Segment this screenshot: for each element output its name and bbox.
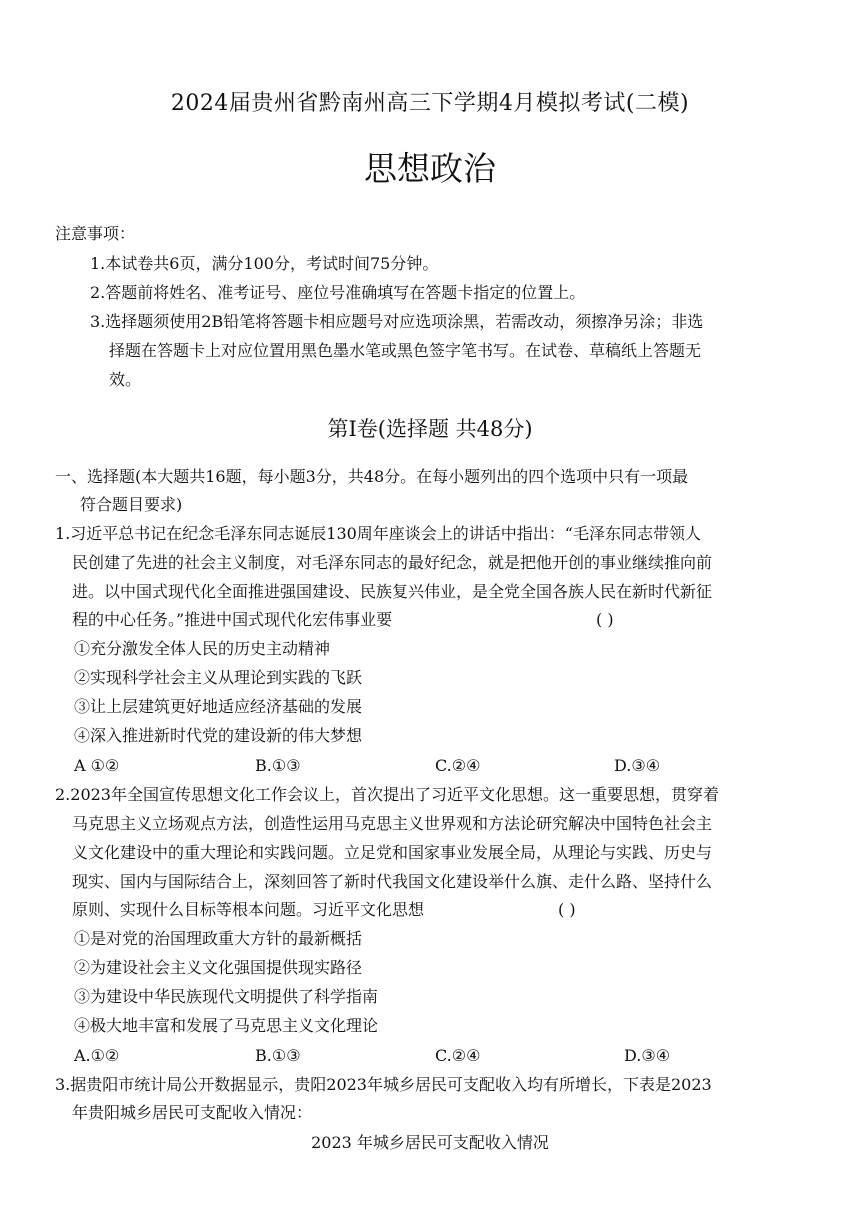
section-title: 第Ⅰ卷(选择题 共48分) [327,417,533,441]
exam-title: 2024届贵州省黔南州高三下学期4月模拟考试(二模) [170,91,690,116]
option-a: A.①② [74,1046,120,1065]
statement: ③为建设中华民族现代文明提供了科学指南 [74,987,379,1006]
question-1-stem: 1.习近平总书记在纪念毛泽东同志诞辰130周年座谈会上的讲话中指出：“毛泽东同志带领人 [55,524,701,543]
question-3-stem: 3.据贵阳市统计局公开数据显示，贵阳2023年城乡居民可支配收入均有所增长，下表是2023 [55,1075,712,1094]
notice-heading: 注意事项： [55,224,136,243]
notice-item: 择题在答题卡上对应位置用黑色墨水笔或黑色签字笔书写。在试卷、草稿纸上答题无 [109,341,702,360]
section-instructions: 符合题目要求) [80,495,183,514]
table-title: 2023 年城乡居民可支配收入情况 [311,1133,549,1152]
question-2-stem: 原则、实现什么目标等根本问题。习近平文化思想 [72,900,425,919]
notice-item: 效。 [109,370,142,389]
statement: ④深入推进新时代党的建设新的伟大梦想 [74,726,363,745]
question-1-stem: 程的中心任务。”推进中国式现代化宏伟事业要 [72,610,393,629]
question-3-stem: 年贵阳城乡居民可支配收入情况： [72,1103,313,1122]
statement: ①是对党的治国理政重大方针的最新概括 [74,929,363,948]
option-c: C.②④ [435,756,481,775]
statement: ④极大地丰富和发展了马克思主义文化理论 [74,1016,379,1035]
notice-item: 3.选择题须使用2B铅笔将答题卡相应题号对应选项涂黑，若需改动，须擦净另涂；非选 [90,312,704,331]
question-2-stem: 义文化建设中的重大理论和实践问题。立足党和国家事业发展全局，从理论与实践、历史与 [72,843,713,862]
notice-item: 2.答题前将姓名、准考证号、座位号准确填写在答题卡指定的位置上。 [90,283,586,302]
section-instructions: 一、选择题(本大题共16题，每小题3分，共48分。在每小题列出的四个选项中只有一项最 [55,467,689,486]
statement: ②实现科学社会主义从理论到实践的飞跃 [74,668,363,687]
option-d: D.③④ [614,756,661,775]
answer-blank: ( ) [596,610,614,629]
question-1-stem: 民创建了先进的社会主义制度，对毛泽东同志的最好纪念，就是把他开创的事业继续推向前 [72,553,713,572]
question-2-stem: 马克思主义立场观点方法，创造性运用马克思主义世界观和方法论研究解决中国特色社会主 [72,814,713,833]
question-2-stem: 2.2023年全国宣传思想文化工作会议上，首次提出了习近平文化思想。这一重要思想，贯穿着 [55,785,719,804]
option-b: B.①③ [255,1046,301,1065]
notice-item: 1.本试卷共6页，满分100分，考试时间75分钟。 [90,254,439,273]
question-1-stem: 进。以中国式现代化全面推进强国建设、民族复兴伟业，是全党全国各族人民在新时代新征 [72,582,713,601]
subject-title: 思想政治 [364,149,496,188]
option-d: D.③④ [624,1046,671,1065]
option-c: C.②④ [435,1046,481,1065]
answer-blank: ( ) [558,900,576,919]
statement: ①充分激发全体人民的历史主动精神 [74,639,331,658]
option-b: B.①③ [255,756,301,775]
option-a: A ①② [74,756,120,775]
question-2-stem: 现实、国内与国际结合上，深刻回答了新时代我国文化建设举什么旗、走什么路、坚持什么 [72,872,713,891]
statement: ③让上层建筑更好地适应经济基础的发展 [74,697,363,716]
statement: ②为建设社会主义文化强国提供现实路径 [74,958,363,977]
